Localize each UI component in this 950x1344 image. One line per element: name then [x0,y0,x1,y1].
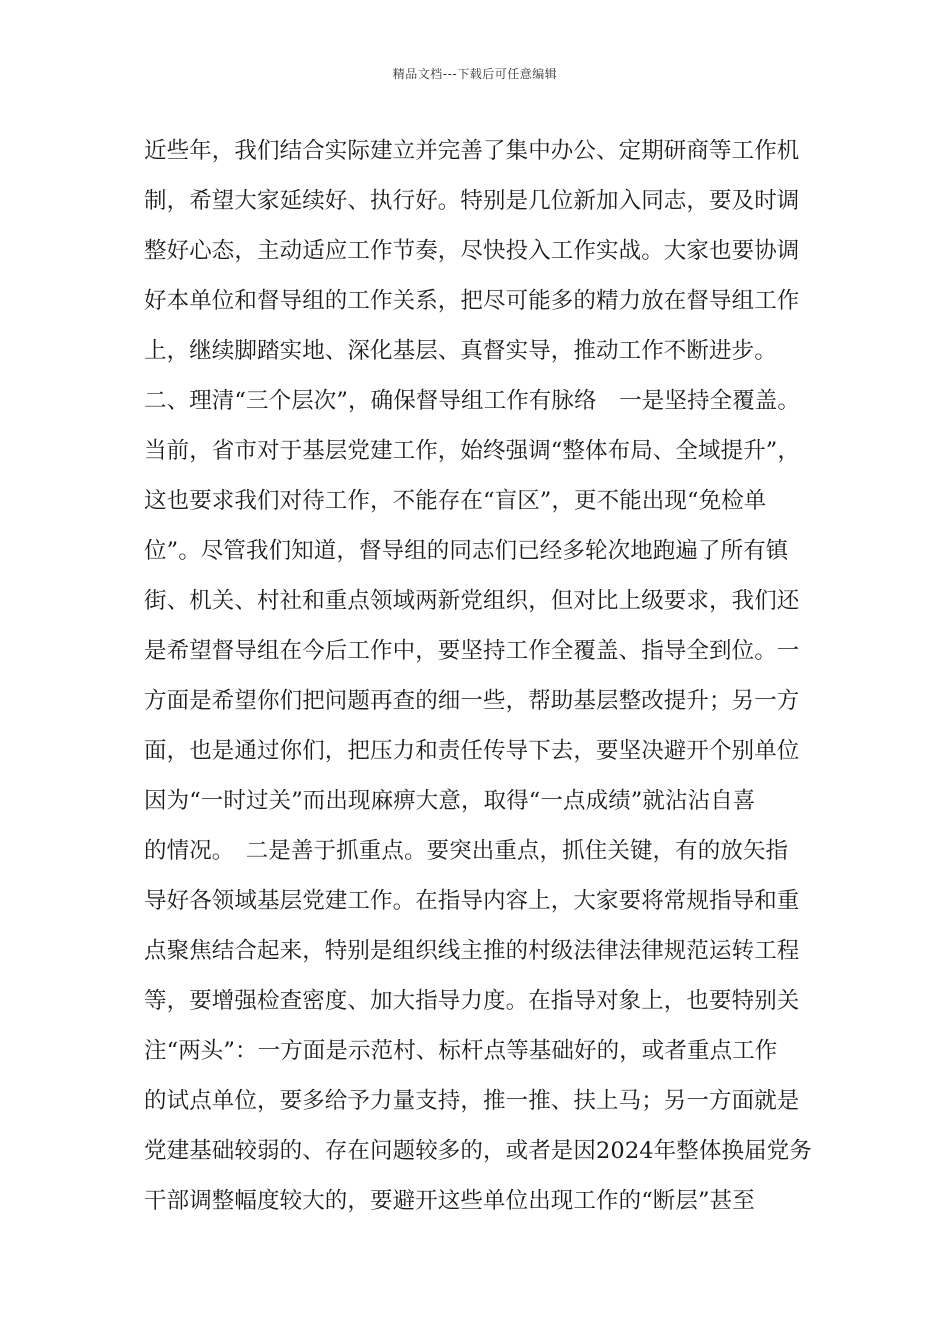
text-line: 方面是希望你们把问题再查的细一些，帮助基层整改提升；另一方 [144,688,800,714]
text-line: 的情况。 二是善于抓重点。要突出重点，抓住关键，有的放矢指 [144,838,789,864]
text-line: 上，继续脚踏实地、深化基层、真督实导，推动工作不断进步。 [144,338,777,364]
text-line: 是希望督导组在今后工作中，要坚持工作全覆盖、指导全到位。一 [144,638,800,664]
text-line: 注“两头”：一方面是示范村、标杆点等基础好的，或者重点工作 [144,1038,778,1064]
text-line: 的试点单位，要多给予力量支持，推一推、扶上马；另一方面就是 [144,1088,800,1114]
text-line: 因为“一时过关”而出现麻痹大意，取得“一点成绩”就沾沾自喜 [144,788,756,814]
text-line: 干部调整幅度较大的，要避开这些单位出现工作的“断层”甚至 [144,1188,755,1214]
text-line: 导好各领域基层党建工作。在指导内容上，大家要将常规指导和重 [144,888,800,914]
text-line: 街、机关、村社和重点领域两新党组织，但对比上级要求，我们还 [144,588,800,614]
text-line: 近些年，我们结合实际建立并完善了集中办公、定期研商等工作机 [144,138,800,164]
page-header: 精品文档---下载后可任意编辑 [392,67,558,81]
text-line: 等，要增强检查密度、加大指导力度。在指导对象上，也要特别关 [144,988,800,1014]
text-line: 二、理清“三个层次”，确保督导组工作有脉络 一是坚持全覆盖。 [144,388,801,414]
text-line: 党建基础较弱的、存在问题较多的，或者是因2024年整体换届党务 [144,1138,812,1164]
text-line: 面，也是通过你们，把压力和责任传导下去，要坚决避开个别单位 [144,738,800,764]
text-line: 这也要求我们对待工作，不能存在“盲区”，更不能出现“免检单 [144,488,767,514]
text-line: 好本单位和督导组的工作关系，把尽可能多的精力放在督导组工作 [144,288,800,314]
text-line: 当前，省市对于基层党建工作，始终强调“整体布局、全域提升”， [144,438,801,464]
text-line: 整好心态，主动适应工作节奏，尽快投入工作实战。大家也要协调 [144,238,800,264]
text-line: 点聚焦结合起来，特别是组织线主推的村级法律法律规范运转工程 [144,938,800,964]
text-line: 制，希望大家延续好、执行好。特别是几位新加入同志，要及时调 [144,188,800,214]
document-body [144,126,816,1226]
text-line: 位”。尽管我们知道，督导组的同志们已经多轮次地跑遍了所有镇 [144,538,789,564]
